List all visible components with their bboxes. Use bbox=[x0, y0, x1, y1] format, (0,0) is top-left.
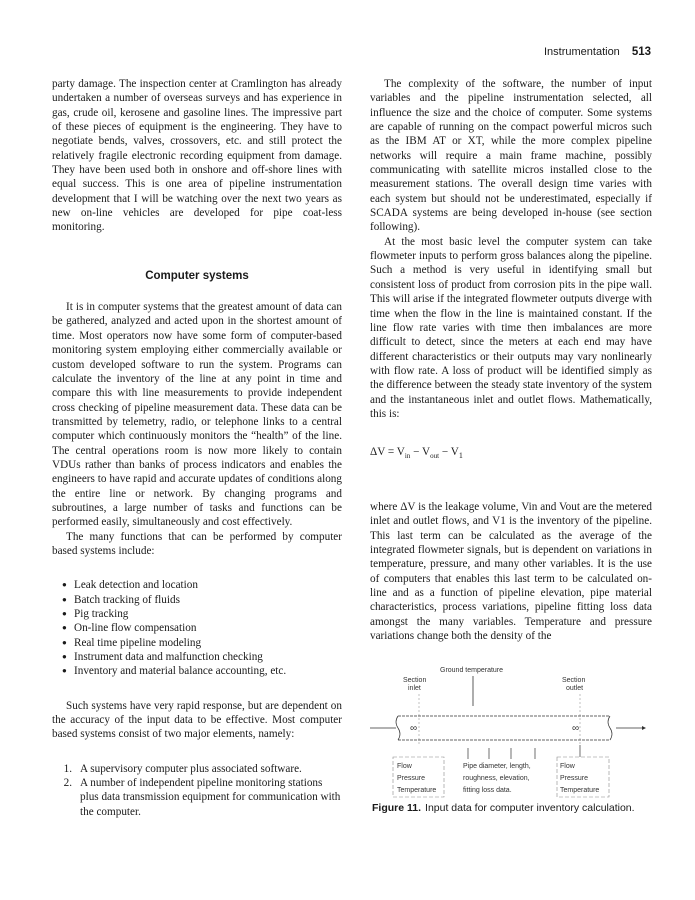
list-item: ● Inventory and material balance accounting, etc. bbox=[62, 664, 342, 678]
inlet-temperature-label: Temperature bbox=[397, 787, 437, 794]
inlet-pressure-label: Pressure bbox=[397, 775, 426, 782]
inlet-flowmeter-icon: ∞ bbox=[410, 723, 418, 734]
section-heading: Computer systems bbox=[145, 269, 249, 282]
page-number: 513 bbox=[631, 46, 651, 58]
outlet-pressure-label: Pressure bbox=[560, 775, 589, 782]
functions-list bbox=[52, 578, 342, 678]
elements-list bbox=[52, 762, 342, 819]
list-item bbox=[52, 762, 342, 776]
paragraph: party damage. The inspection center at Cramlington has already undertaken a number of overseas surveys and has experience in gas, crude oil, kerosene and gasoline lines. The impressive part of these pieces of equipment is the engineering. They have to negotiate bends, valves, crossovers, etc. and still protect the relatively fragile electronic recording equipment from damage. They have been used both in onshore and off-shore lines with equal success. This is one area of pipeline instrumentation development that I will be watching over the next two years as new on-line vehicles are developed for pipe coat-less monitoring. bbox=[52, 78, 342, 234]
pipe-data-label: Pipe diameter, length, bbox=[463, 763, 531, 770]
figure-pipeline-diagram bbox=[362, 660, 662, 805]
section-title: Instrumentation bbox=[543, 46, 620, 58]
figure-caption bbox=[372, 801, 635, 815]
caption-text: Input data for computer inventory calculation. bbox=[425, 802, 635, 814]
list-item: ● Batch tracking of fluids bbox=[62, 593, 342, 607]
right-column bbox=[370, 77, 652, 643]
section-outlet-label: outlet bbox=[566, 685, 584, 692]
paragraph: where ΔV is the leakage volume, Vin and Vout are the metered inlet and outlet flows, and V1 is the inventory of the pipeline. This last term can be calculated as the average of the integrated flowmeter signals, but is dependent on variations in temperature, pressure, and many other variables. It is the use of computers that enables this last term to be calculated on-line and as a function of pipeline elevation, pipe material characteristics, process variations, pipeline fitting loss data amongst the many variables. Temperature and pressure variations change both the density of the bbox=[370, 500, 652, 642]
section-outlet-label: Section bbox=[562, 677, 586, 684]
item-number: 2. bbox=[63, 777, 72, 790]
list-item: ● Real time pipeline modeling bbox=[62, 636, 342, 650]
equation: $\Delta V = V_{in} - V_{out} - V_1$ bbox=[370, 446, 463, 461]
paragraph: The complexity of the software, the number of input variables and the pipeline instrumentation selected, all influence the size and the choice of computer. Some systems are capable of running on the compact powerful micros such as the IBM AT or XT, while the more complex pipeline networks will require a main frame machine, possibly communicating with satellite micros installed close to the measurement stations. The overall design time varies with each system but should not be underestimated, especially if SCADA systems are being developed in-house (see section following). bbox=[370, 78, 652, 234]
list-item bbox=[52, 776, 342, 819]
pipe-data-label: fitting loss data. bbox=[463, 787, 512, 794]
section-inlet-label: Section bbox=[403, 677, 427, 684]
ground-temperature-label: Ground temperature bbox=[440, 667, 504, 674]
pipe-data-label: roughness, elevation, bbox=[463, 775, 530, 782]
item-number: 1. bbox=[63, 762, 72, 775]
list-item: ● Instrument data and malfunction checking bbox=[62, 650, 342, 664]
list-item: ● Leak detection and location bbox=[62, 578, 342, 592]
pipe bbox=[396, 716, 612, 740]
list-item: ● Pig tracking bbox=[62, 607, 342, 621]
outlet-flow-label: Flow bbox=[560, 763, 575, 770]
paragraph: It is in computer systems that the greatest amount of data can be gathered, analyzed and acted upon in the shortest amount of time. Most operators now have some form of computer-based monitoring system employing either commercially available or custom developed software to run the system. Programs can calculate the inventory of the line at any point in time and compare this with line measurements to provide independent cross checking of pipeline measurement data. These data can be transmitted by telemetry, radio, or telephone links to a central computer which continuously monitors the “health” of the line. The central operations room is now more likely to contain VDUs rather than banks of process indicators and enables the engineers to have rapid and accurate updates of conditions along the entire line or network. By changing programs and subroutines, a large number of tasks and functions can be performed easily, simultaneously and cost effectively. bbox=[52, 301, 342, 529]
outlet-temperature-label: Temperature bbox=[560, 787, 600, 794]
paragraph: Such systems have very rapid response, but are dependent on the accuracy of the input data to be effective. Most computer based systems consist of two major elements, namely: bbox=[52, 699, 342, 741]
running-header bbox=[544, 45, 651, 59]
paragraph: At the most basic level the computer system can take flowmeter inputs to perform gross balances along the pipeline. Such a method is very useful in identifying small but consistent loss of product from corrosion pits in the pipe wall. This will arise if the integrated flowmeter outputs diverge with time when the flow in the line is maintained constant. If the line flow rate varies with time then imbalances are more difficult to detect, since the meters at each end may have different characteristics or their outputs may vary nonlinearly with flow rate. A loss of product will be identified simply as the difference between the steady state inventory of the system and the instantaneous inlet and outlet flows. Mathematically, this is: bbox=[370, 235, 652, 420]
outlet-flowmeter-icon: ∞ bbox=[572, 723, 580, 734]
item-text: A number of independent pipeline monitoring stations plus data transmission equipment for communication with the computer. bbox=[80, 777, 341, 818]
list-item: ● On-line flow compensation bbox=[62, 621, 342, 635]
inlet-flow-label: Flow bbox=[397, 763, 412, 770]
paragraph: The many functions that can be performed by computer based systems include: bbox=[52, 530, 342, 557]
figure-label: Figure 11. bbox=[372, 802, 422, 814]
item-text: A supervisory computer plus associated software. bbox=[80, 762, 302, 775]
left-column bbox=[52, 77, 342, 819]
section-inlet-label: inlet bbox=[408, 685, 421, 692]
